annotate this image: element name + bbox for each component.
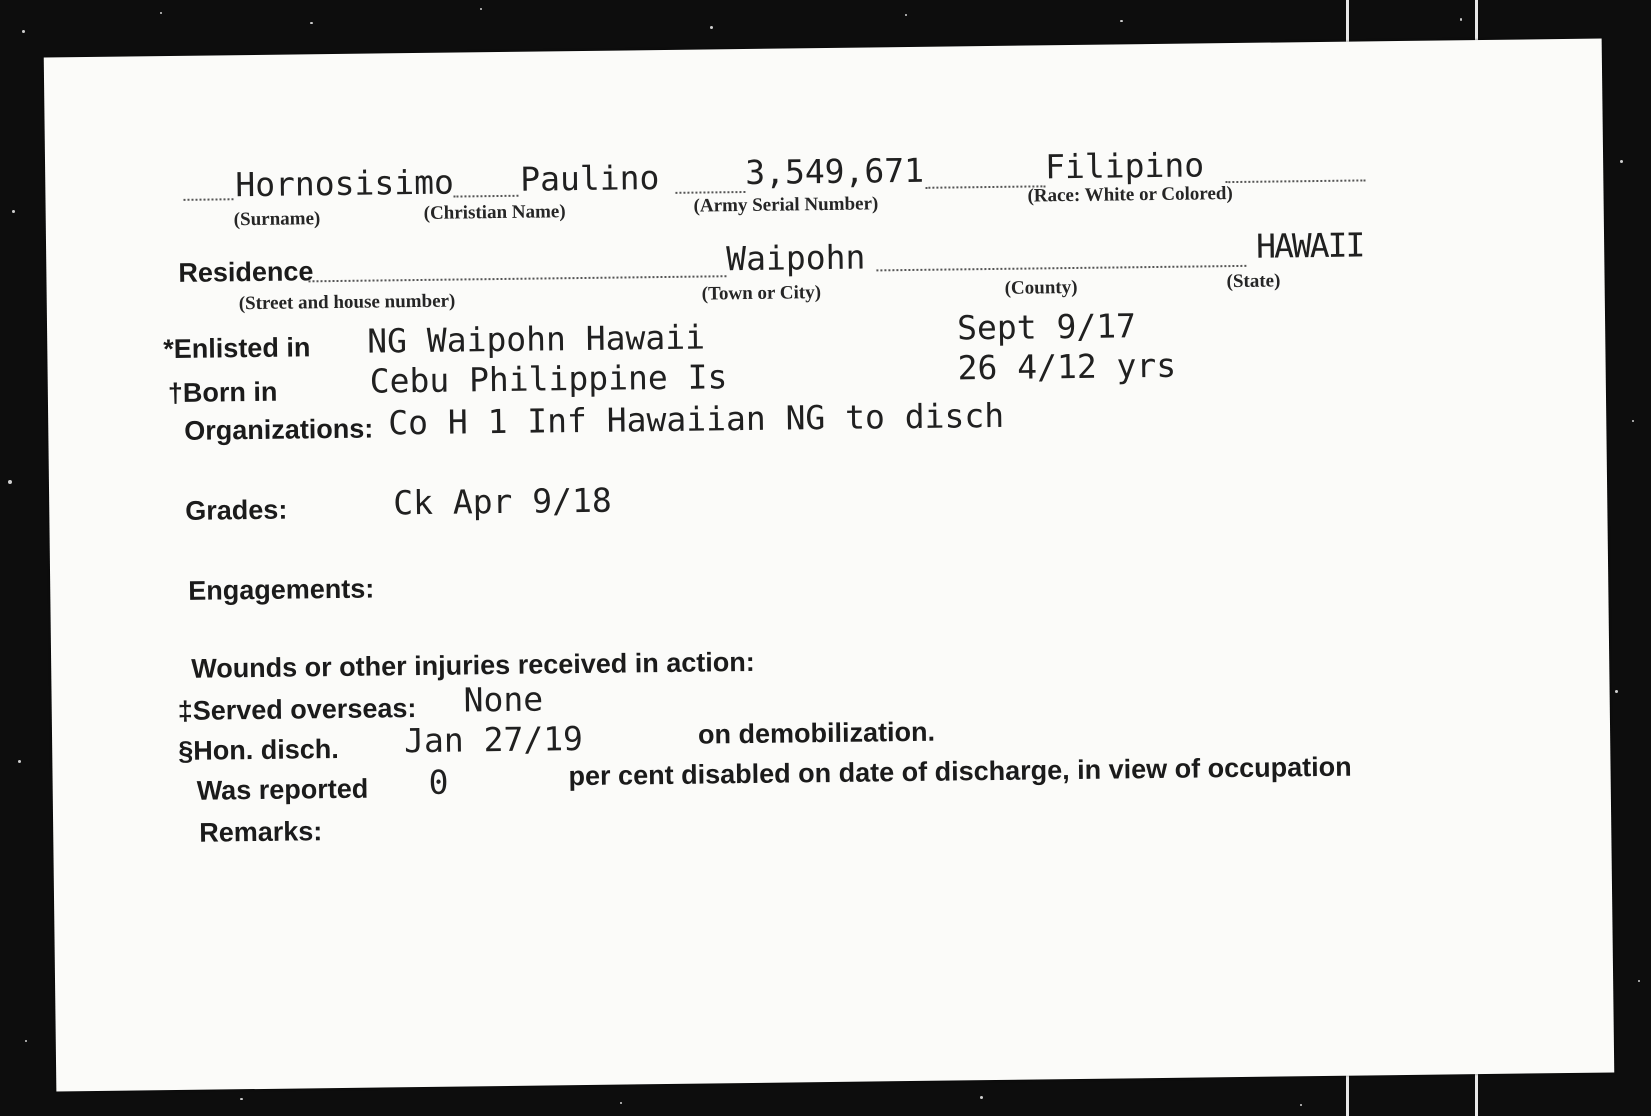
- disability-percent-value: 0: [428, 762, 449, 802]
- street-caption: (Street and house number): [238, 290, 456, 315]
- disability-suffix: per cent disabled on date of discharge, in view of occupation: [568, 751, 1352, 792]
- leader-dots: [308, 275, 726, 282]
- discharge-suffix: on demobilization.: [697, 716, 936, 750]
- overseas-value: None: [463, 679, 544, 720]
- grades-value: Ck Apr 9/18: [392, 480, 612, 523]
- service-record-card: [44, 39, 1615, 1092]
- leader-dots: [876, 265, 1246, 272]
- organizations-value: Co H 1 Inf Hawaiian NG to disch: [387, 395, 1005, 443]
- surname-value: Hornosisimo: [235, 162, 455, 205]
- disability-label: Was reported: [196, 773, 369, 806]
- enlisted-label: *Enlisted in: [163, 332, 311, 365]
- leader-dots: [453, 195, 518, 198]
- wounds-label: Wounds or other injuries received in action:: [191, 646, 755, 684]
- leader-dots: [675, 191, 745, 194]
- age-value: 26 4/12 yrs: [957, 345, 1177, 388]
- race-value: Filipino: [1044, 145, 1205, 187]
- enlisted-date-value: Sept 9/17: [956, 306, 1137, 348]
- engagements-label: Engagements:: [188, 573, 375, 606]
- christian-name-caption: (Christian Name): [423, 201, 566, 224]
- serial-number-value: 3,549,671: [744, 150, 925, 192]
- discharge-date-value: Jan 27/19: [403, 719, 584, 761]
- discharge-label: §Hon. disch.: [178, 734, 339, 766]
- grades-label: Grades:: [185, 494, 288, 526]
- serial-number-caption: (Army Serial Number): [693, 193, 879, 217]
- remarks-label: Remarks:: [199, 816, 323, 848]
- organizations-label: Organizations:: [184, 413, 374, 446]
- state-value: HAWAII: [1255, 225, 1364, 266]
- town-caption: (Town or City): [701, 282, 822, 305]
- residence-label: Residence: [178, 256, 314, 288]
- christian-name-value: Paulino: [520, 158, 660, 199]
- surname-caption: (Surname): [233, 208, 321, 231]
- born-label: †Born in: [167, 376, 278, 409]
- state-caption: (State): [1226, 270, 1281, 293]
- town-value: Waipohn: [726, 237, 866, 279]
- overseas-label: ‡Served overseas:: [177, 693, 417, 726]
- born-place-value: Cebu Philippine Is: [369, 357, 728, 401]
- leader-dots: [183, 198, 233, 201]
- race-caption: (Race: White or Colored): [1027, 183, 1233, 207]
- county-caption: (County): [1004, 276, 1078, 299]
- enlisted-place-value: NG Waipohn Hawaii: [366, 317, 706, 361]
- leader-dots: [1225, 179, 1365, 183]
